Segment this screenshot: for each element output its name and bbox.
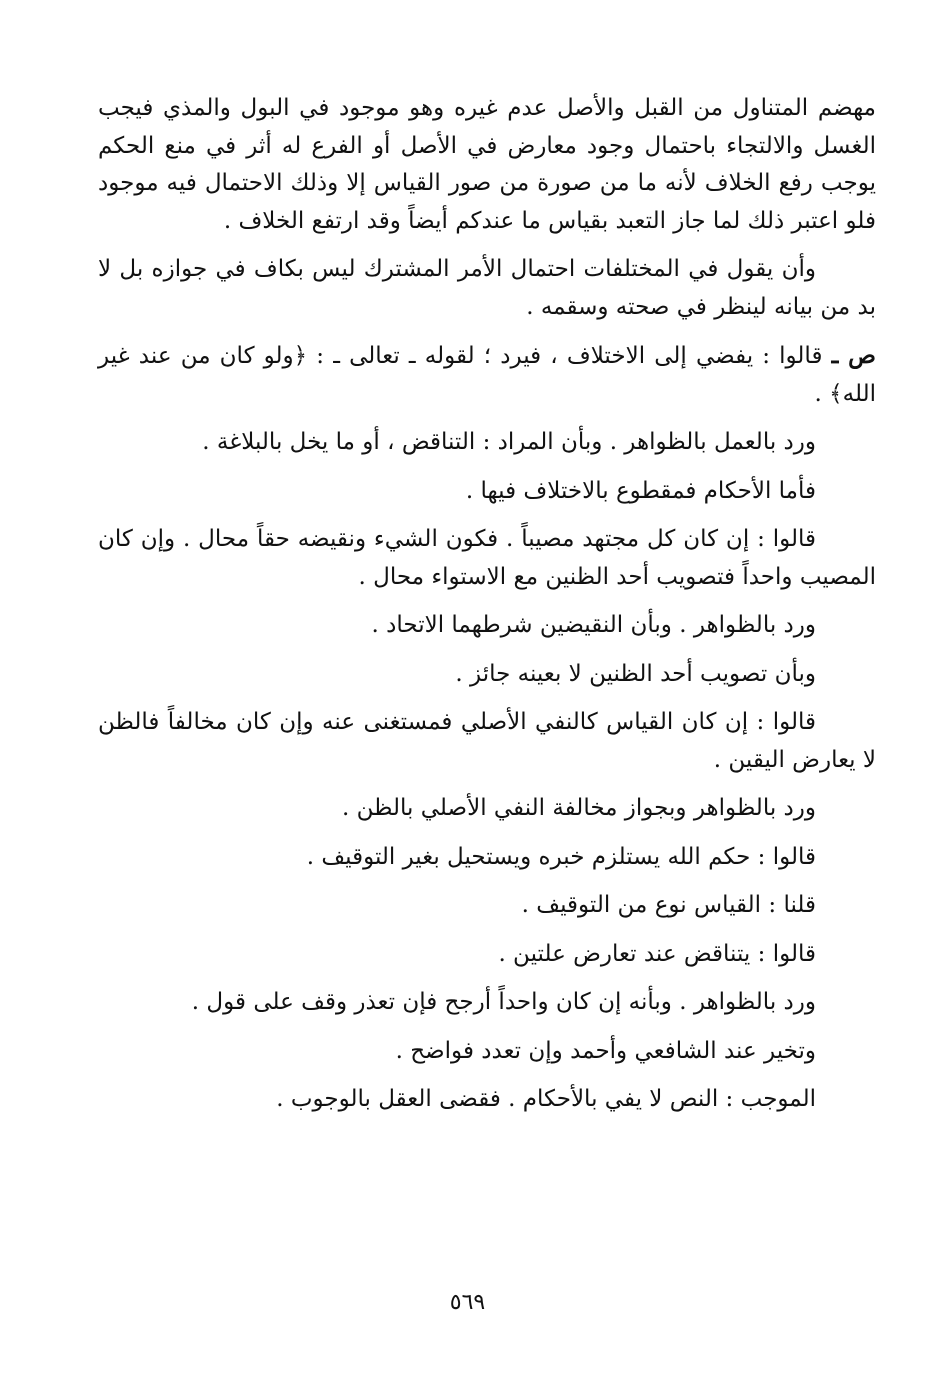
- page-number: ٥٦٩: [449, 1290, 486, 1315]
- paragraph-9: قالوا : إن كان القياس كالنفي الأصلي فمستغنى عنه وإن كان مخالفاً فالظن لا يعارض اليقين .: [98, 709, 876, 773]
- paragraph-4: ورد بالعمل بالظواهر . وبأن المراد : التناقض ، أو ما يخل بالبلاغة .: [202, 429, 816, 455]
- paragraph-3: [98, 337, 876, 413]
- sad-marker: ص ـ: [831, 342, 876, 369]
- paragraph-2: وأن يقول في المختلفات احتمال الأمر المشترك ليس بكاف في جوازه بل لا بد من بيانه لينظر في صحته وسقمه .: [98, 256, 876, 320]
- paragraph-8: وبأن تصويب أحد الظنين لا بعينه جائز .: [455, 660, 816, 687]
- paragraph-1: مهضم المتناول من القبل والأصل عدم غيره وهو موجود في البول والمذي فيجب الغسل والالتجاء باحتمال وجود معارض في الأصل أو الفرع له أثر في منع الحكم يوجب رفع الخلاف لأنه ما من صورة من صور القياس إلا وذلك الاحتمال فيه موجود فلو اعتبر ذلك لما جاز التعبد بقياس ما عندكم أيضاً وقد ارتفع الخلاف .: [98, 95, 876, 234]
- paragraph-14: ورد بالظواهر . وبأنه إن كان واحداً أرجح فإن تعذر وقف على قول .: [191, 989, 816, 1015]
- paragraph-10: ورد بالظواهر وبجواز مخالفة النفي الأصلي بالظن .: [342, 795, 816, 821]
- paragraph-12: قلنا : القياس نوع من التوقيف .: [521, 892, 816, 918]
- paragraph-16: الموجب : النص لا يفي بالأحكام . فقضى العقل بالوجوب .: [276, 1086, 816, 1112]
- paragraph-6: قالوا : إن كان كل مجتهد مصيباً . فكون الشيء ونقيضه حقاً محال . وإن كان المصيب واحداً فتصويب أحد الظنين مع الاستواء محال .: [98, 526, 876, 590]
- paragraph-3-text: قالوا : يفضي إلى الاختلاف ، فيرد ؛ لقوله ـ تعالى ـ : ﴿ولو كان من عند غير الله﴾ .: [98, 343, 876, 407]
- paragraph-7: ورد بالظواهر . وبأن النقيضين شرطهما الاتحاد .: [371, 612, 816, 638]
- paragraph-5: فأما الأحكام فمقطوع بالاختلاف فيها .: [465, 477, 816, 504]
- paragraph-15: وتخير عند الشافعي وأحمد وإن تعدد فواضح .: [395, 1037, 816, 1064]
- paragraph-11: قالوا : حكم الله يستلزم خبره ويستحيل بغير التوقيف .: [306, 843, 816, 870]
- paragraph-13: قالوا : يتناقض عند تعارض علتين .: [498, 940, 816, 967]
- page-body: [98, 90, 876, 1250]
